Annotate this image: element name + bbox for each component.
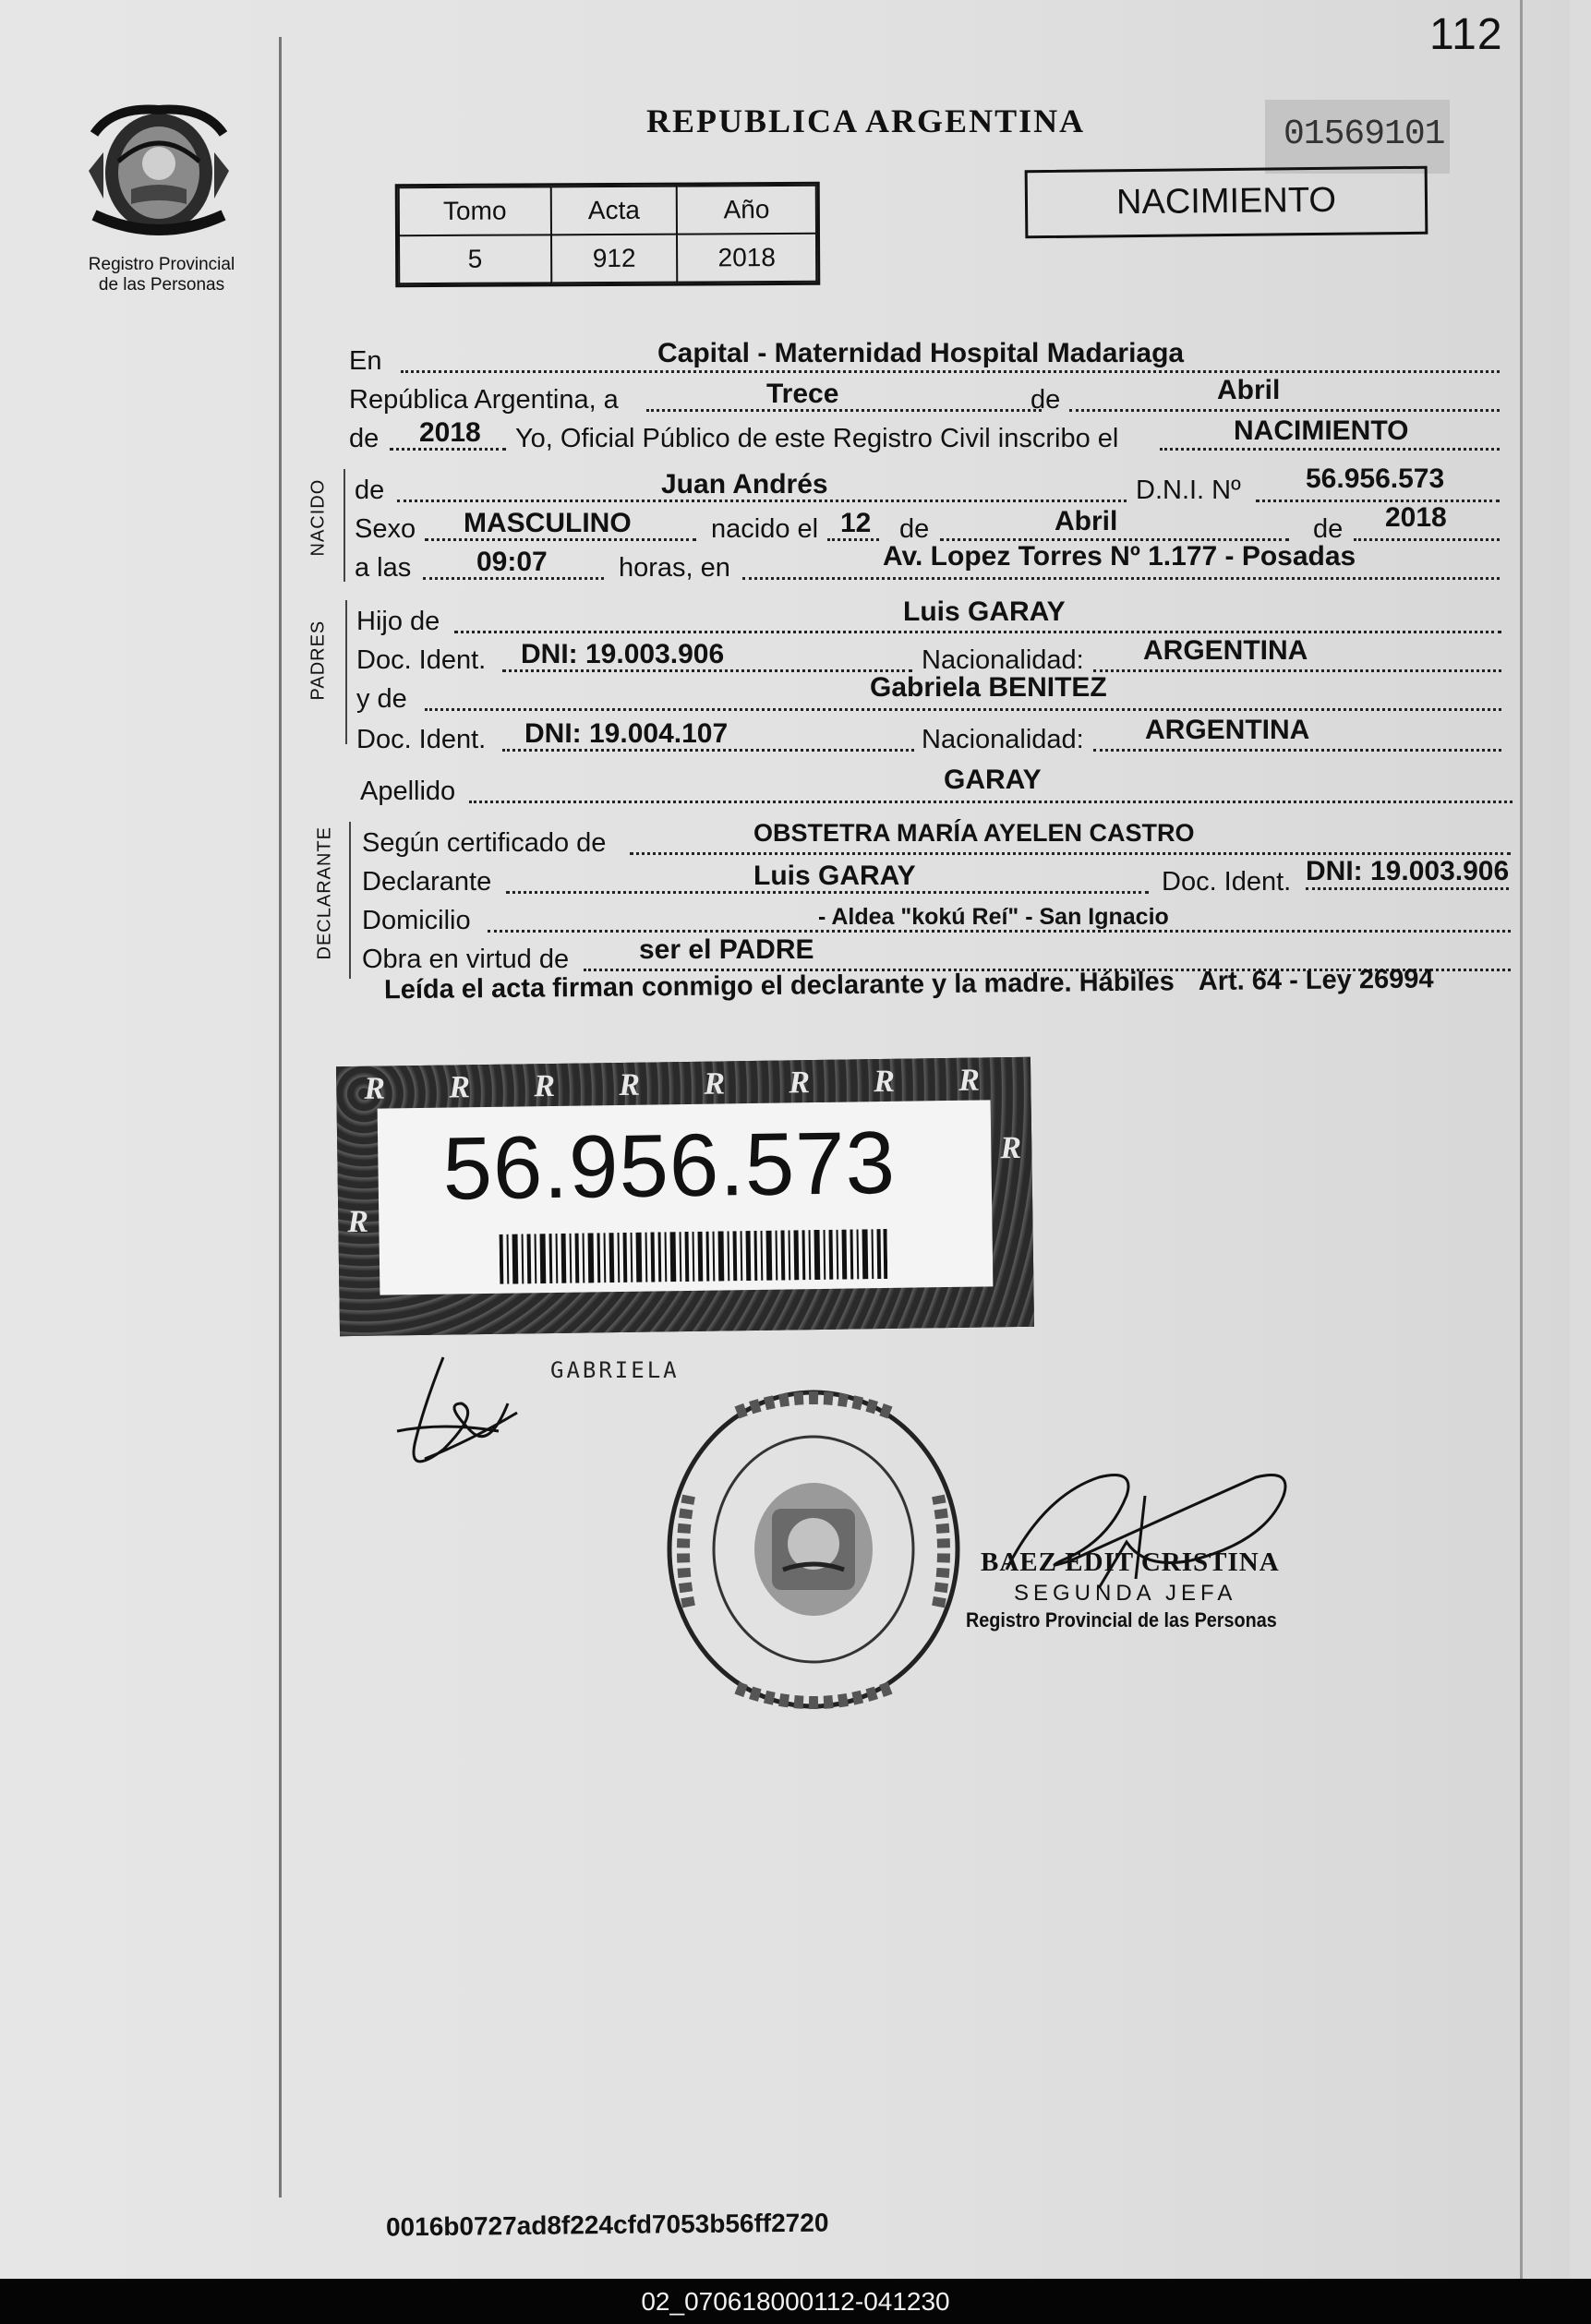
father-label: Hijo de [356,607,440,636]
record-statement: Yo, Oficial Público de este Registro Civil inscribo el [515,424,1119,453]
nacido-name-row [355,464,1500,506]
birth-de-label-2: de [1313,514,1344,544]
table-header-acta: Acta [550,187,677,235]
father-doc-label: Doc. Ident. [356,645,487,675]
date-month: Abril [1217,375,1281,405]
section-label-padres: PADRES [307,620,329,701]
r-mark-icon: R [1000,1130,1022,1166]
document-type-box: NACIMIENTO [1025,166,1428,239]
declarant-label: Declarante [362,867,492,897]
year-row [349,417,1500,454]
date-label: República Argentina, a [349,385,619,415]
dotted-line [1069,409,1500,412]
surname-label: Apellido [360,777,456,806]
nacido-time-row [355,541,1500,584]
dotted-line [1093,749,1501,752]
table-value-anio: 2018 [677,234,816,283]
handwritten-name: GABRIELA [550,1357,680,1383]
registration-table [395,182,821,287]
date-row [349,375,1500,415]
record-event: NACIMIENTO [1234,415,1409,446]
table-header-tomo: Tomo [399,187,551,235]
registry-name [65,255,259,295]
nacido-sex-row [355,502,1500,545]
certificate-value: OBSTETRA MARÍA AYELEN CASTRO [753,819,1195,847]
registry-name-line1: Registro Provincial [88,255,235,274]
place-row [349,340,1500,377]
mother-label: y de [356,684,407,714]
id-number: 56.956.573 [441,1113,897,1219]
certificate-label: Según certificado de [362,828,607,858]
page-number: 112 [1429,10,1503,59]
official-seal-icon [663,1385,964,1714]
footer-bar [0,2279,1591,2324]
section-bar [344,469,345,582]
father-nationality: ARGENTINA [1143,635,1308,666]
date-de-label: de [1031,385,1061,415]
r-mark-icon: R [789,1066,811,1101]
father-row [356,596,1501,637]
footer-code: 02_070618000112-041230 [641,2287,950,2316]
father-doc-row [356,635,1501,676]
signer-name: BAEZ EDIT CRISTINA [981,1547,1280,1577]
year-de-label: de [349,424,380,453]
registry-name-line2: de las Personas [98,275,225,295]
declarant-doc: DNI: 19.003.906 [1306,856,1509,890]
sex-label: Sexo [355,514,416,544]
place-value: Capital - Maternidad Hospital Madariaga [657,338,1185,368]
address-row [362,899,1511,936]
table-header-anio: Año [677,186,816,235]
address-value: - Aldea "kokú Reí" - San Ignacio [818,904,1169,930]
declarant-doc-label: Doc. Ident. [1162,867,1292,897]
document-hash: 0016b0727ad8f224cfd7053b56ff2720 [385,2208,829,2242]
id-number-sticker [336,1057,1034,1336]
birth-place: Av. Lopez Torres Nº 1.177 - Posadas [883,541,1356,572]
r-mark-icon: R [704,1066,726,1102]
table-value-tomo: 5 [399,235,551,283]
reason-label: Obra en virtud de [362,945,570,974]
father-doc: DNI: 19.003.906 [521,639,725,669]
certificate-row [362,819,1511,859]
dotted-line [1256,500,1500,502]
dni-label: D.N.I. Nº [1136,476,1241,505]
address-label: Domicilio [362,906,471,935]
nacido-name: Juan Andrés [661,469,828,500]
dotted-line [1160,448,1500,451]
mother-nationality-label: Nacionalidad: [922,725,1084,754]
declarant-name: Luis GARAY [753,861,916,891]
nacido-dni: 56.956.573 [1306,464,1445,494]
mother-name: Gabriela BENITEZ [870,672,1107,703]
dotted-line [646,409,1042,412]
section-bar [345,600,347,744]
declarant-row [362,856,1511,897]
father-nationality-label: Nacionalidad: [922,645,1084,675]
dotted-line [742,577,1500,580]
dotted-line [469,801,1513,803]
r-mark-icon: R [619,1067,641,1102]
page-edge [1520,0,1523,2279]
dotted-line [425,708,1501,711]
surname: GARAY [944,765,1042,795]
mother-row [356,672,1501,715]
dotted-line [630,852,1511,855]
dotted-line [1093,669,1501,672]
reason-value: ser el PADRE [639,934,814,965]
signer-role: SEGUNDA JEFA [1014,1581,1237,1606]
closing-law: Art. 64 - Ley 26994 [1198,964,1434,997]
dotted-line [1354,538,1500,541]
margin-line [279,37,282,2198]
father-name: Luis GARAY [903,596,1066,627]
table-value-acta: 912 [551,235,678,283]
surname-row [360,765,1513,807]
birth-time: 09:07 [476,547,548,577]
birth-month: Abril [1055,506,1118,536]
id-panel [378,1100,994,1294]
birth-day: 12 [840,508,872,538]
country-title: REPUBLICA ARGENTINA [646,102,1086,139]
barcode-icon [500,1229,888,1284]
serial-number: 01569101 [1284,114,1445,154]
mother-doc-row [356,715,1501,755]
mother-doc: DNI: 19.004.107 [524,718,729,749]
r-mark-icon: R [958,1063,981,1098]
record-year: 2018 [419,417,481,448]
born-label: nacido el [711,514,819,544]
nacido-sex: MASCULINO [464,508,632,538]
r-mark-icon: R [364,1071,386,1106]
r-mark-icon: R [347,1204,369,1240]
r-mark-icon: R [449,1070,471,1105]
section-bar [349,822,351,979]
time-label: a las [355,553,412,583]
birth-de-label: de [899,514,930,544]
mother-nationality: ARGENTINA [1145,715,1310,745]
signer-office: Registro Provincial de las Personas [966,1608,1277,1632]
dotted-line [454,631,1501,633]
r-mark-icon: R [874,1064,896,1100]
closing-text: Leída el acta firman conmigo el declarante y la madre. Hábiles [383,967,1175,1005]
section-label-nacido: NACIDO [307,478,329,557]
section-label-declarante: DECLARANTE [314,826,335,960]
province-shield-icon [76,97,242,245]
r-mark-icon: R [534,1068,556,1104]
place-label: En [349,346,382,376]
birth-year: 2018 [1385,502,1447,533]
dotted-line [401,370,1500,373]
mother-doc-label: Doc. Ident. [356,725,487,754]
nacido-name-label: de [355,476,385,505]
date-day: Trece [766,379,839,409]
hours-label: horas, en [619,553,730,583]
mother-signature-icon [388,1348,536,1487]
